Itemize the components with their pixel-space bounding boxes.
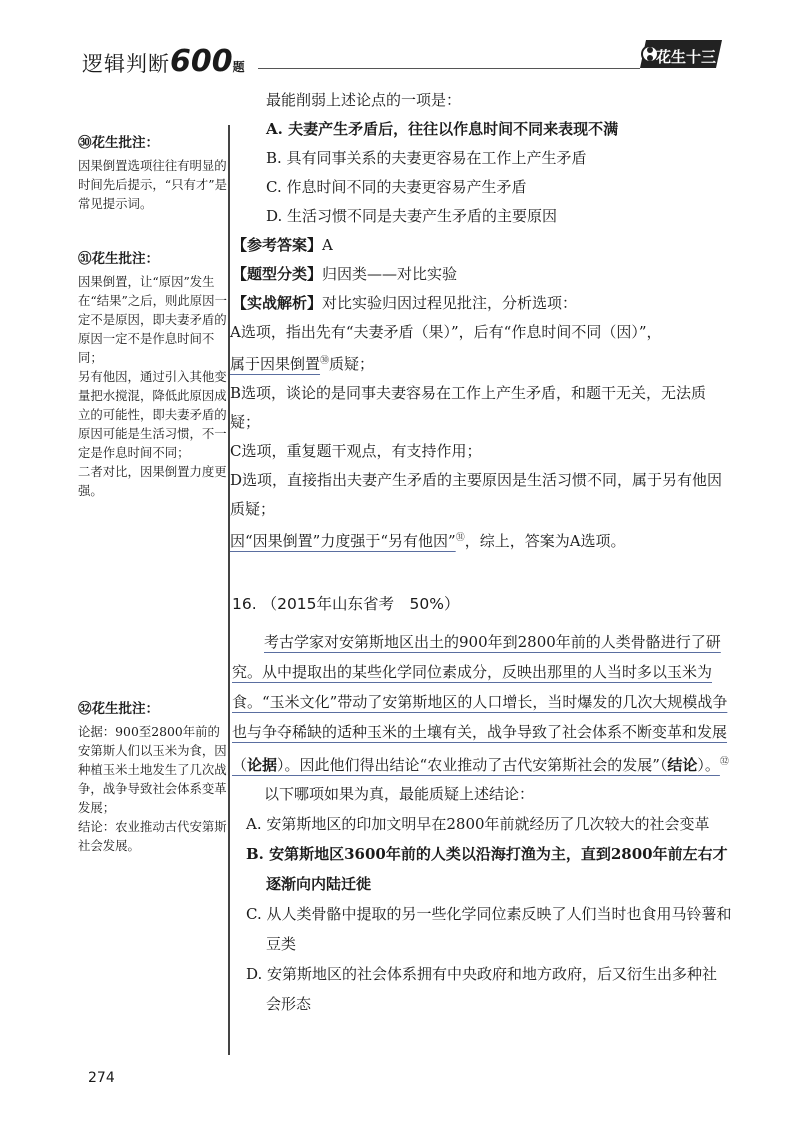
passage-text-mid: ）。因此他们得出结论“农业推动了古代安第斯社会的发展”（ [277, 756, 668, 774]
q15-option-c: C. 作息时间不同的夫妻更容易产生矛盾 [266, 178, 527, 196]
page-header [68, 36, 728, 79]
analysis-option-b: B选项，谈论的是同事夫妻容易在工作上产生矛盾，和题干无关，无法质疑； [230, 384, 707, 431]
question-16-passage [232, 627, 732, 780]
side-note-32 [78, 700, 228, 855]
q15-type [232, 260, 732, 289]
logo-text: 花生十三 [656, 48, 717, 66]
side-note-title: ㉚花生批注： [78, 135, 159, 151]
passage-tag-evidence: 论据 [247, 756, 278, 774]
note-ref-30: ㉚ [320, 356, 330, 366]
type-value: 归因类——对比实验 [322, 265, 458, 283]
side-note-text: 因果倒置选项往往有明显的时间先后提示，“只有才”是常见提示词。 [78, 158, 227, 211]
header-rule [258, 68, 640, 69]
publisher-logo [640, 36, 728, 72]
question-15-block [232, 86, 732, 556]
passage-text-end: ）。 [697, 756, 720, 774]
q15-option-a: A. 夫妻产生矛盾后，往往以作息时间不同来表现不满 [266, 120, 619, 138]
side-note-title: ㉛花生批注： [78, 251, 159, 267]
side-note-text: 因果倒置，让“原因”发生在“结果”之后，则此原因一定不是原因，即夫妻矛盾的原因一定不是作息时间不同； [78, 274, 227, 365]
analysis-a-highlight: 属于因果倒置 [230, 355, 321, 373]
q15-analysis-intro [232, 289, 732, 318]
question-16-block [232, 590, 732, 1019]
note-ref-32: ㉜ [719, 757, 729, 767]
book-title-suffix: 题 [232, 60, 246, 74]
q16-option-b: B. 安第斯地区3600年前的人类以沿海打渔为主，直到2800年前左右才逐渐向内陆迁徙 [246, 845, 728, 893]
question-16-heading: 16. （2015年山东省考 50%） [232, 595, 460, 613]
passage-highlight [232, 633, 727, 774]
analysis-option-a-line2 [230, 347, 732, 379]
passage-tag-conclusion: 结论 [667, 756, 698, 774]
analysis-intro-text: 对比实验归因过程见批注，分析选项： [322, 294, 578, 312]
answer-value: A [322, 236, 333, 254]
conclusion-highlight: 因“因果倒置”力度强于“另有他因” [230, 532, 456, 550]
analysis-option-c: C选项，重复题干观点，有支持作用； [230, 442, 482, 460]
side-note-title: ㉜花生批注： [78, 701, 159, 717]
side-note-text: 论据：900至2800年前的安第斯人们以玉米为食，因种植玉米土地发生了几次战争，战争导致社会体系变革发展； [78, 724, 227, 815]
answer-label: 【参考答案】 [232, 236, 323, 254]
type-label: 【题型分类】 [232, 265, 323, 283]
book-title-text: 逻辑判断 [82, 52, 170, 76]
note-ref-31: ㉛ [455, 533, 465, 543]
book-title [82, 44, 246, 79]
side-note-text: 结论：农业推动古代安第斯社会发展。 [78, 819, 227, 853]
q15-option-b: B. 具有同事关系的夫妻更容易在工作上产生矛盾 [266, 149, 587, 167]
analysis-option-d: D选项，直接指出夫妻产生矛盾的主要原因是生活习惯不同，属于另有他因质疑； [230, 471, 723, 518]
book-title-number: 600 [170, 44, 233, 79]
q15-option-d: D. 生活习惯不同是夫妻产生矛盾的主要原因 [266, 207, 558, 225]
passage-text: 考古学家对安第斯地区出土的900年到2800年前的人类骨骼进行了研究。从中提取出的某些化学同位素成分，反映出那里的人当时多以玉米为食。“玉米文化”带动了安第斯地区的人口增长，当时爆发的几次大规模战争也与争夺稀缺的适种玉米的土壤有关，战争导致了社会体系不断变革和发展（ [232, 633, 728, 774]
analysis-conclusion [230, 524, 732, 556]
conclusion-tail: ，综上，答案为A选项。 [464, 532, 626, 550]
q16-option-c: C. 从人类骨骼中提取的另一些化学同位素反映了人们当时也食用马铃薯和豆类 [246, 905, 732, 953]
side-note-text: 二者对比，因果倒置力度更强。 [78, 464, 227, 498]
side-note-31 [78, 250, 228, 500]
analysis-a-tail: 质疑； [329, 355, 375, 373]
question-16-prompt: 以下哪项如果为真，最能质疑上述结论： [264, 785, 535, 803]
sidebar-divider [228, 125, 230, 1055]
q16-option-a: A. 安第斯地区的印加文明早在2800年前就经历了几次较大的社会变革 [246, 815, 710, 833]
analysis-label: 【实战解析】 [232, 294, 323, 312]
question-15-prompt: 最能削弱上述论点的一项是： [266, 91, 462, 109]
analysis-option-a-line1: A选项，指出先有“夫妻矛盾（果）”，后有“作息时间不同（因）”， [230, 323, 662, 341]
q16-option-d: D. 安第斯地区的社会体系拥有中央政府和地方政府，后又衍生出多种社会形态 [246, 965, 718, 1013]
side-note-30 [78, 134, 228, 213]
page-number: 274 [88, 1070, 115, 1086]
side-note-text: 另有他因，通过引入其他变量把水搅混，降低此原因成立的可能性，即夫妻矛盾的原因可能是生活习惯，不一定是作息时间不同； [78, 369, 227, 460]
q15-answer [232, 231, 732, 260]
